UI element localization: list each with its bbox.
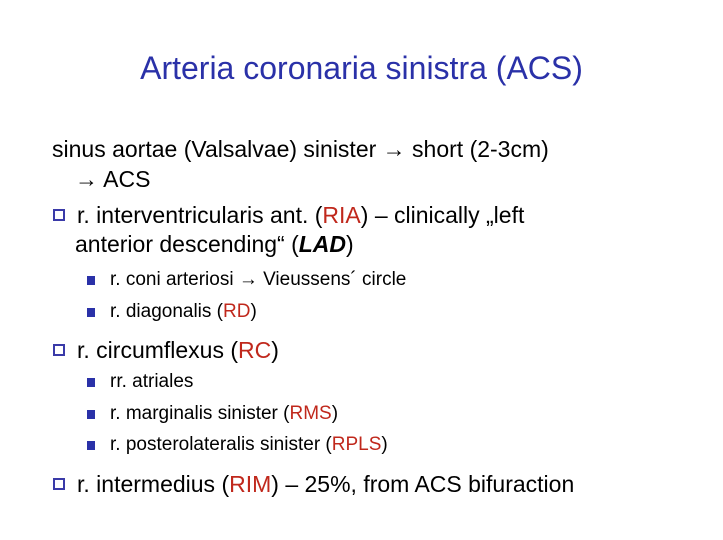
rc-abbr: RC — [238, 337, 272, 363]
text-line-acs: → ACS — [75, 166, 151, 192]
rms-abbr: RMS — [289, 403, 332, 424]
rd-abbr: RD — [223, 301, 251, 322]
square-bullet-icon — [87, 441, 95, 450]
rim-text: r. intermedius ( — [77, 471, 230, 497]
sub-item-atriales — [110, 369, 193, 395]
sub-item-diagonalis — [110, 299, 257, 325]
rc-tail: ) — [271, 337, 279, 363]
ria-text: r. interventricularis ant. ( — [77, 202, 323, 228]
sub-item-tail: ) — [331, 403, 339, 424]
ria-cont-text: anterior descending“ ( — [75, 231, 299, 257]
square-bullet-icon — [87, 308, 95, 317]
ria-abbr: RIA — [322, 202, 361, 228]
rpls-abbr: RPLS — [331, 434, 382, 455]
sub-item-text: rr. atriales — [110, 371, 194, 392]
list-item-rim — [77, 469, 574, 499]
sub-item-posterolateralis — [110, 432, 388, 458]
square-bullet-icon — [87, 276, 95, 285]
sub-item-text: r. diagonalis ( — [110, 301, 224, 322]
sub-item-coni — [110, 267, 406, 293]
list-item-ria — [77, 200, 524, 230]
list-item-rc — [77, 335, 279, 365]
hollow-square-bullet-icon — [53, 209, 65, 221]
sub-item-tail: ) — [381, 434, 388, 455]
sub-item-text: r. marginalis sinister ( — [110, 403, 290, 424]
hollow-square-bullet-icon — [53, 478, 65, 490]
rim-abbr: RIM — [229, 471, 272, 497]
sub-item-text: r. coni arteriosi → Vieussens´ circle — [110, 269, 407, 290]
lad-abbr: LAD — [298, 231, 347, 257]
sub-item-tail: ) — [250, 301, 257, 322]
rc-text: r. circumflexus ( — [77, 337, 239, 363]
rim-tail: ) – 25%, from ACS bifuraction — [271, 471, 575, 497]
text-line-sinus: sinus aortae (Valsalvae) sinister → short (2-3cm) — [52, 136, 549, 162]
square-bullet-icon — [87, 378, 95, 387]
sub-item-marginalis — [110, 401, 338, 427]
hollow-square-bullet-icon — [53, 344, 65, 356]
slide-title: Arteria coronaria sinistra (ACS) — [140, 50, 583, 86]
sub-item-text: r. posterolateralis sinister ( — [110, 434, 332, 455]
ria-text-tail: ) – clinically „left — [360, 202, 525, 228]
square-bullet-icon — [87, 410, 95, 419]
list-item-ria-continued — [75, 229, 354, 259]
ria-cont-tail: ) — [346, 231, 354, 257]
